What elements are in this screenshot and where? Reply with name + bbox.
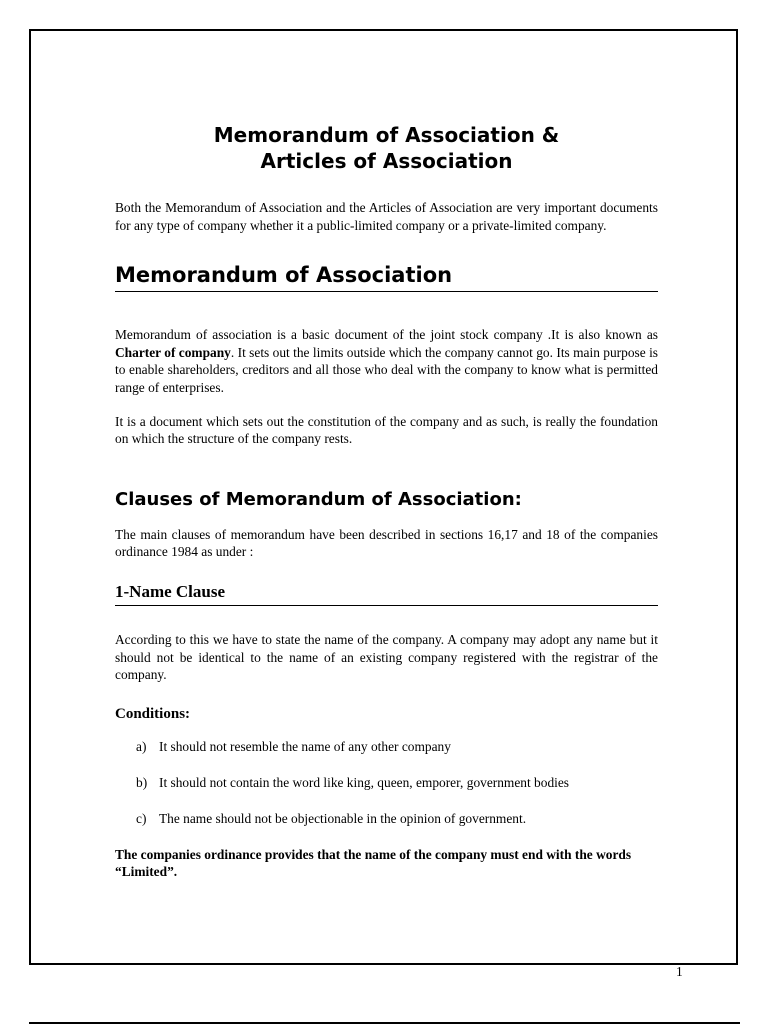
list-marker: a) [136, 738, 147, 754]
list-item-text: The name should not be objectionable in the opinion of government. [159, 810, 527, 826]
clauses-heading: Clauses of Memorandum of Association: [115, 488, 522, 510]
page-content [115, 95, 658, 881]
charter-of-company-term: Charter of company [115, 344, 231, 360]
page-number: 1 [676, 964, 683, 979]
constitution-paragraph: It is a document which sets out the constitution of the company and as such, is really the foundation on which the structure of the company rests. [115, 413, 658, 447]
document-page [29, 29, 738, 979]
clauses-intro-paragraph: The main clauses of memorandum have been described in sections 16,17 and 18 of the companies ordinance 1984 as under : [115, 526, 658, 560]
list-item [136, 774, 658, 792]
intro-paragraph: Both the Memorandum of Association and the Articles of Association are very important documents for any type of company whether it a public-limited company or a private-limited company. [115, 200, 658, 233]
definition-text-end: . It sets out the limits outside which the company cannot go. Its main purpose is to enable shareholders, creditors and all those who deal with the company to know what is permitted range of enterprises. [115, 344, 659, 395]
title-line-2: Articles of Association [260, 149, 513, 173]
document-title [115, 122, 658, 174]
list-item-text: It should not resemble the name of any other company [159, 738, 451, 754]
definition-text-start: Memorandum of association is a basic document of the joint stock company .It is also known as [115, 327, 658, 343]
name-clause-heading: 1-Name Clause [115, 581, 658, 606]
list-item [136, 810, 658, 828]
list-item-text: It should not contain the word like king, queen, emporer, government bodies [159, 774, 570, 790]
memorandum-definition-paragraph [115, 326, 658, 396]
list-marker: b) [136, 774, 148, 790]
memorandum-heading: Memorandum of Association [115, 262, 658, 292]
name-clause-paragraph: According to this we have to state the name of the company. A company may adopt any name but it should not be identical to the name of an existing company registered with the registrar of the company. [115, 631, 658, 683]
list-marker: c) [136, 810, 147, 826]
conditions-label: Conditions: [115, 705, 191, 722]
title-line-1: Memorandum of Association & [213, 123, 560, 147]
conditions-list [115, 738, 658, 828]
ordinance-note: The companies ordinance provides that the name of the company must end with the words “Limited”. [115, 846, 632, 880]
list-item [136, 738, 658, 756]
